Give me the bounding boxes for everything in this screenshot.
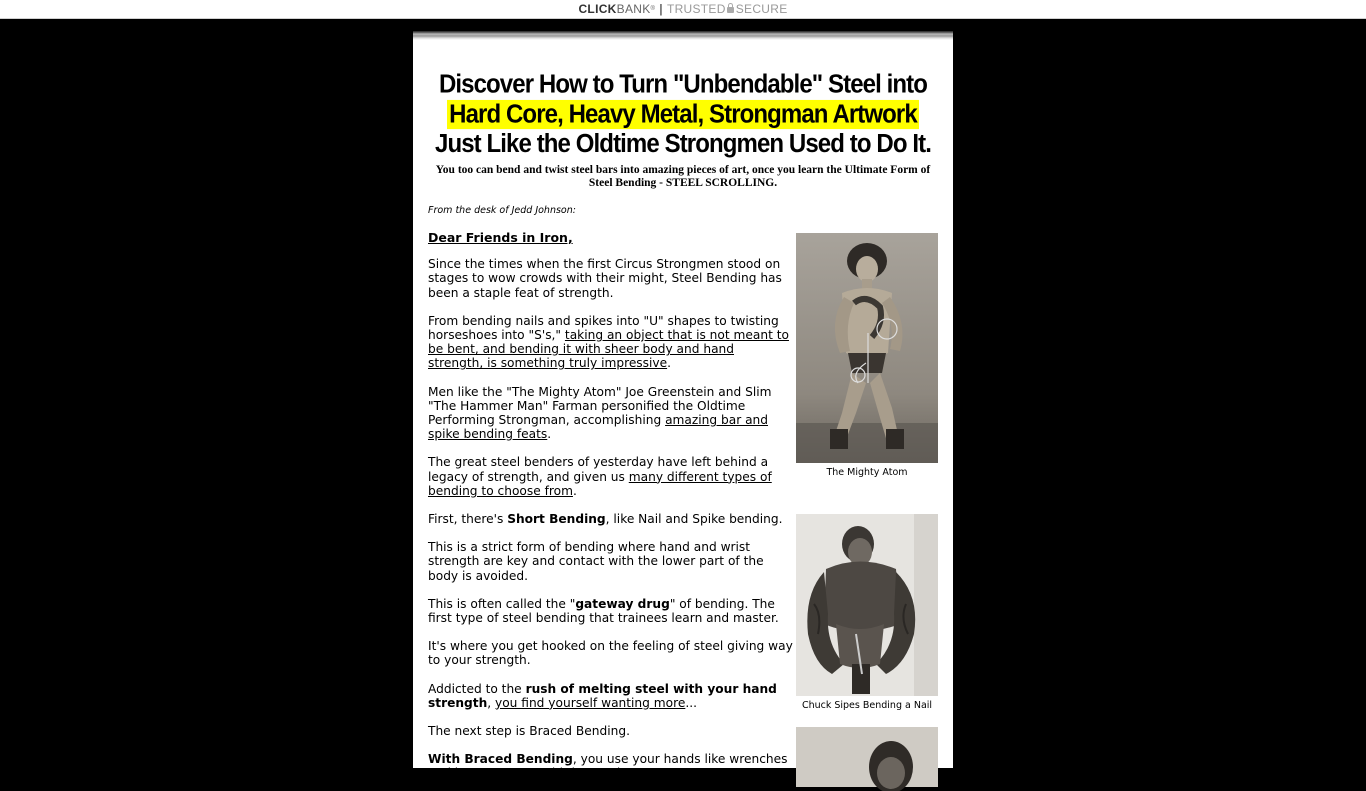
headline-line-3: Just Like the Oldtime Strongmen Used to Do It. [435, 129, 931, 159]
secure-label: SECURE [735, 2, 788, 16]
sales-page [413, 31, 953, 781]
page-headline [413, 70, 953, 159]
photo-mighty-atom [796, 233, 938, 463]
lock-icon [727, 7, 734, 13]
third-strongman-image [796, 727, 938, 787]
page-subheadline: You too can bend and twist steel bars into amazing pieces of art, once you learn the Ultimate Form of Steel Bending - STEEL SCROLLING. [435, 163, 931, 189]
paragraph-9: Addicted to the rush of melting steel with your hand strength, you find yourself wanting more... [428, 681, 777, 710]
wanting-more-link[interactable]: you find yourself wanting more [495, 695, 686, 710]
letter-body [428, 231, 793, 781]
trust-separator: | [659, 2, 663, 16]
clickbank-logo-click: CLICK [578, 2, 617, 16]
photo-third-strongman [796, 727, 938, 787]
paragraph-5: First, there's Short Bending, like Nail and Spike bending. [428, 512, 783, 527]
bending-types-link[interactable]: many different types of bending to choose from [428, 469, 772, 498]
mighty-atom-image [796, 233, 938, 463]
photo-chuck-sipes [796, 514, 938, 696]
paragraph-11: With Braced Bending, you use your hands like wrenches and hammers to mold the steel... [428, 752, 788, 781]
page-header-strip [413, 31, 953, 40]
registered-mark: ® [650, 6, 656, 12]
paragraph-2: From bending nails and spikes into "U" shapes to twisting horseshoes into "S's," taking an object that is not meant to be bent, and bending it with sheer body and hand strength, is something truly impressive. [428, 313, 789, 371]
paragraph-6: This is a strict form of bending where hand and wrist strength are key and contact with the lower part of the body is avoided. [428, 540, 764, 583]
headline-line-1: Discover How to Turn "Unbendable" Steel into [438, 69, 928, 99]
trusted-label: TRUSTED [666, 2, 726, 16]
clickbank-trust-bar [0, 0, 1366, 19]
from-desk-line: From the desk of Jedd Johnson: [428, 205, 576, 216]
paragraph-4: The great steel benders of yesterday have left behind a legacy of strength, and given us many different types of bending to choose from. [428, 455, 772, 498]
headline-line-2-highlighted: Hard Core, Heavy Metal, Strongman Artwork [449, 99, 917, 129]
paragraph-3: Men like the "The Mighty Atom" Joe Greenstein and Slim "The Hammer Man" Farman personified the Oldtime Performing Strongman, accomplishing amazing bar and spike bending feats. [428, 384, 772, 442]
paragraph-8: It's where you get hooked on the feeling of steel giving way to your strength. [428, 639, 793, 668]
greeting: Dear Friends in Iron, [428, 230, 573, 245]
paragraph-10: The next step is Braced Bending. [428, 724, 630, 739]
clickbank-logo-bank: BANK [616, 2, 651, 16]
paragraph-7: This is often called the "gateway drug" of bending. The first type of steel bending that trainees learn and master. [428, 596, 779, 626]
photo-caption-mighty-atom: The Mighty Atom [826, 467, 908, 478]
photo-caption-chuck-sipes: Chuck Sipes Bending a Nail [801, 700, 933, 711]
chuck-sipes-image [796, 514, 938, 696]
bending-impressive-link[interactable]: taking an object that is not meant to be bent, and bending it with sheer body and hand strength, is something truly impressive [428, 328, 789, 371]
paragraph-1: Since the times when the first Circus Strongmen stood on stages to wow crowds with their might, Steel Bending has been a staple feat of strength. [428, 257, 782, 300]
bending-feats-link[interactable]: amazing bar and spike bending feats [428, 413, 769, 442]
